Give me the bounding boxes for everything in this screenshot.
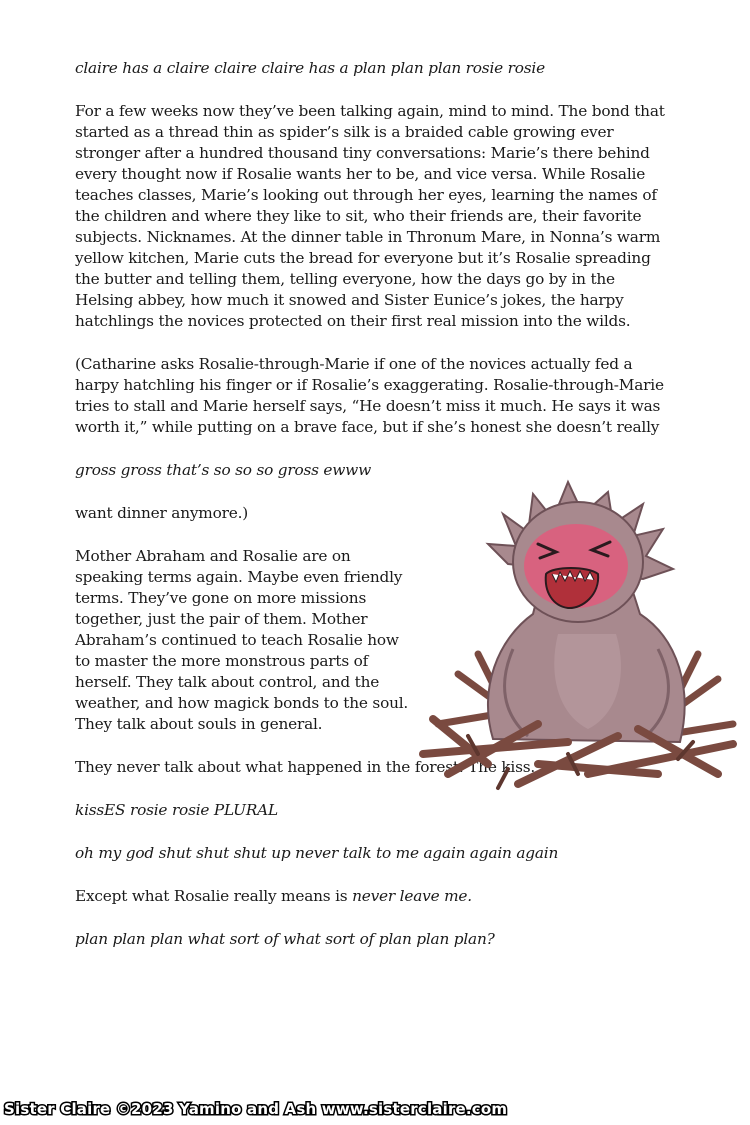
telepathic-line-kisses: kissES rosie rosie PLURAL: [75, 801, 278, 819]
telepathic-line-1: claire has a claire claire claire has a plan plan plan rosie rosie: [75, 59, 545, 77]
paragraph-catharine: (Catharine asks Rosalie-through-Marie if one of the novices actually fed a harpy hatchling his finger or if Rosalie’s exaggerating. Rosalie-through-Marie tries to stall and Marie herself says, “He doesn’t miss it much. He says it was worth it,” while putting on a brave face, but if she’s honest she doesn’t really: [75, 355, 664, 436]
telepathic-line-plan: plan plan plan what sort of what sort of plan plan plan?: [75, 930, 495, 948]
paragraph-mother-abraham: Mother Abraham and Rosalie are on speaking terms again. Maybe even friendly terms. They’ve gone on more missions together, just the pair of them. Mother Abraham’s continued to teach Rosalie how to master the more monstrous parts of herself. They talk about control, and the weather, and how magick bonds to the soul. They talk about souls in general.: [75, 547, 409, 733]
copyright-footer: Sister Claire ©2023 Yamino and Ash www.sisterclaire.com: [4, 1100, 508, 1118]
paragraph-except: [75, 886, 675, 907]
telepathic-line-shut-up: oh my god shut shut shut up never talk to me again again again: [75, 844, 559, 862]
paragraph-dinner: want dinner anymore.): [75, 504, 249, 522]
paragraph-bond: For a few weeks now they’ve been talking again, mind to mind. The bond that started as a thread thin as spider’s silk is a braided cable growing ever stronger after a hundred thousand tiny conversations: Marie’s there behind every thought now if Rosalie wants her to be, and vice versa. While Rosalie teaches classes, Marie’s looking out through her eyes, learning the names of the children and where they like to sit, who their friends are, their favorite subjects. Nicknames. At the dinner table in Thronum Mare, in Nonna’s warm yellow kitchen, Marie cuts the bread for everyone but it’s Rosalie spreading the butter and telling them, telling everyone, how the days go by in the Helsing abbey, how much it snowed and Sister Eunice’s jokes, the harpy hatchlings the novices protected on their first real mission into the wilds.: [75, 102, 665, 330]
never-leave-me-text: never leave me.: [352, 887, 472, 905]
telepathic-line-gross: gross gross that’s so so so gross ewww: [75, 461, 371, 479]
except-text: Except what Rosalie really means is: [75, 887, 353, 905]
paragraph-forest: They never talk about what happened in the forest. The kiss.: [75, 758, 536, 776]
harpy-hatchling-illustration: [418, 474, 738, 796]
